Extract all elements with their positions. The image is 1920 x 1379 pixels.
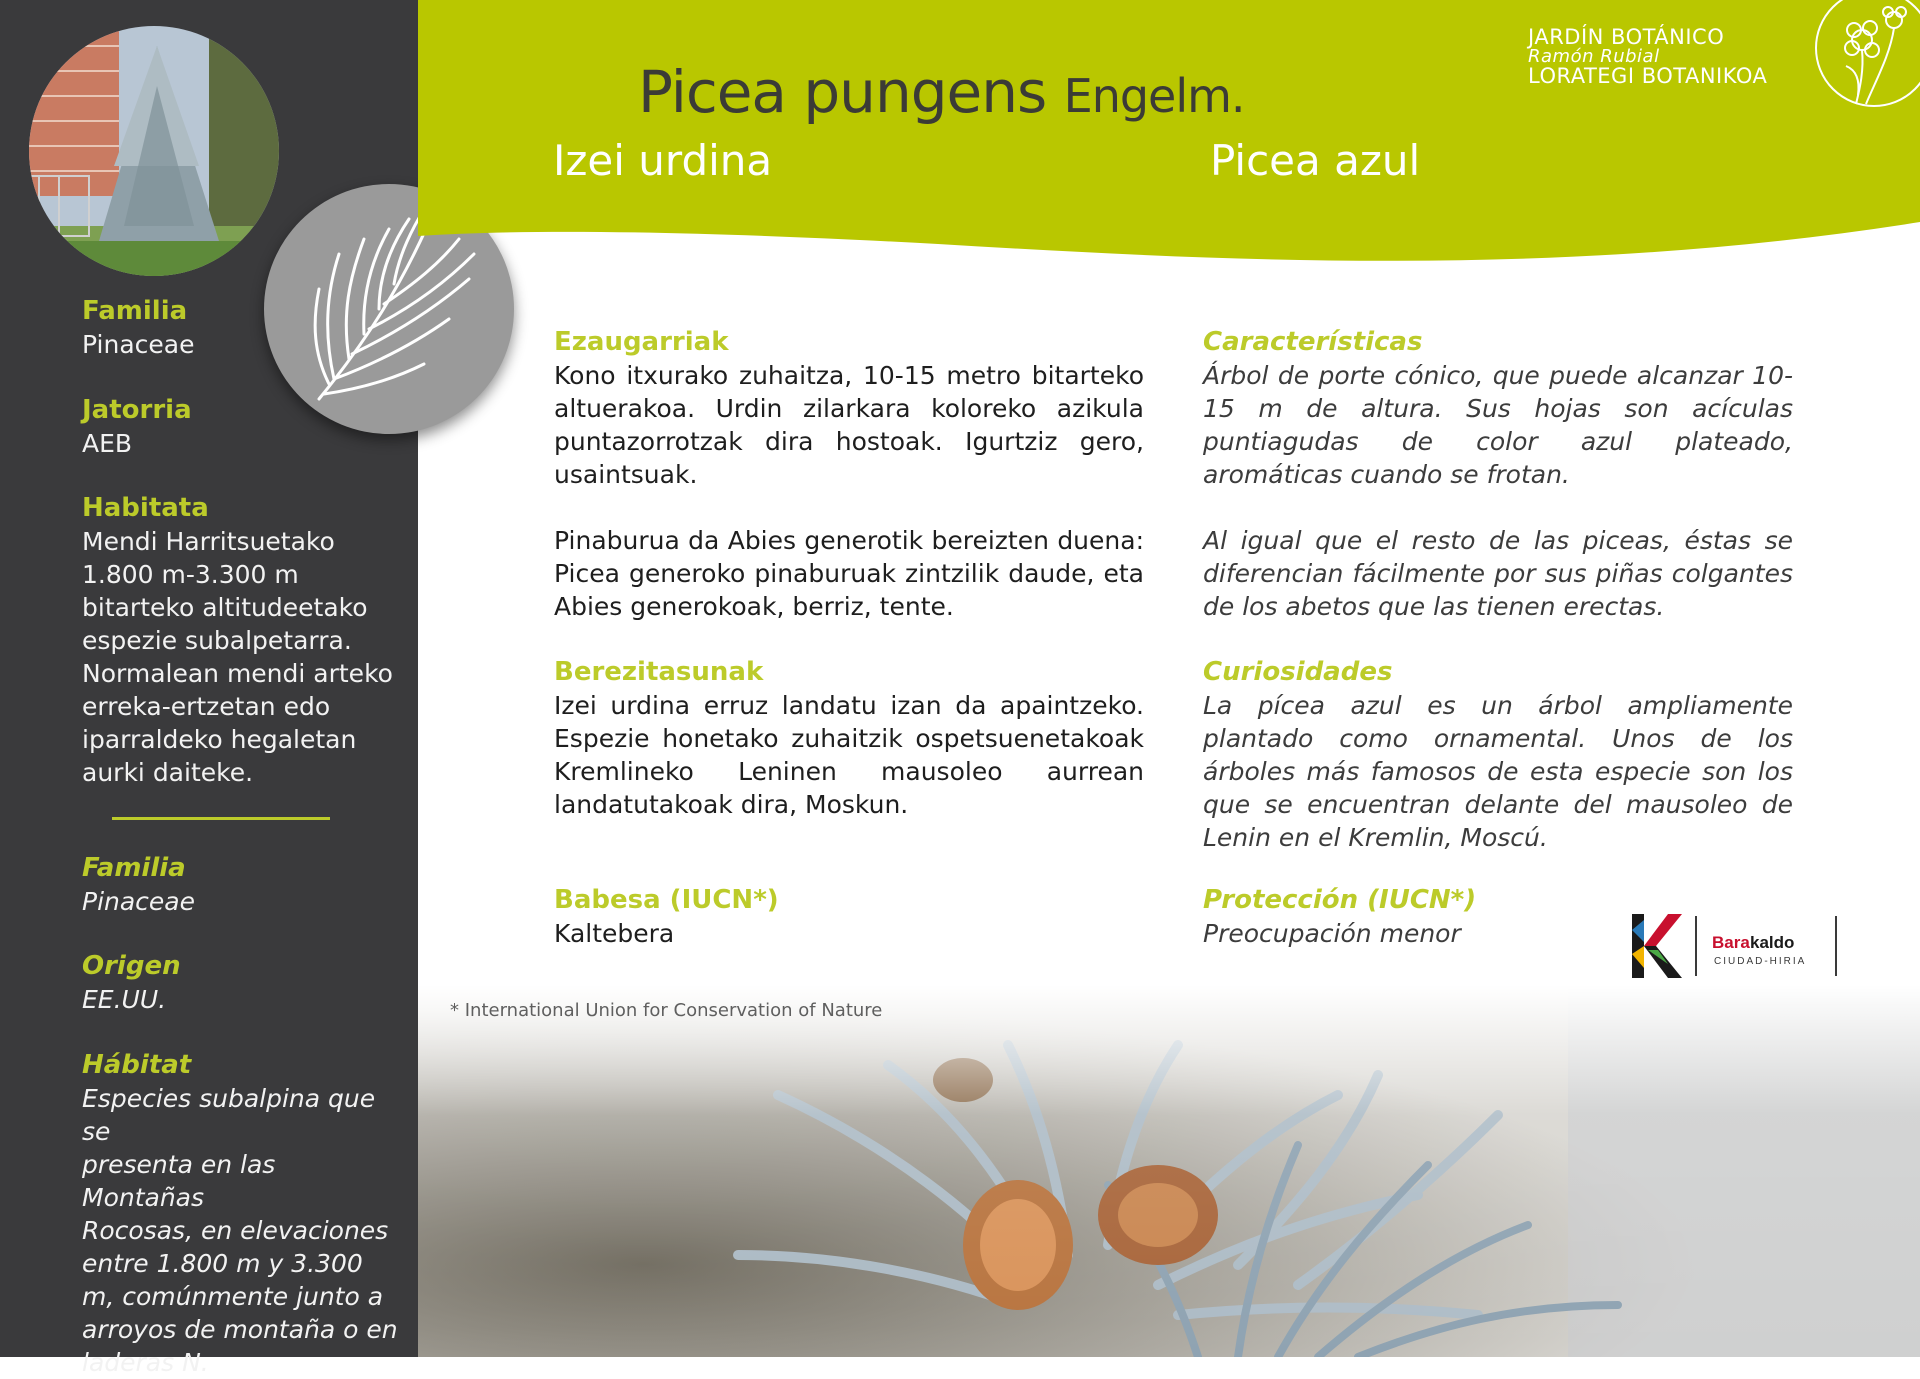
- sidebar-es-habitat: [82, 1049, 402, 1379]
- tree-photo: [29, 26, 279, 276]
- section-title: Ezaugarriak: [554, 327, 729, 357]
- common-name-es: Picea azul: [1210, 136, 1421, 185]
- footnote: * International Union for Conservation of Nature: [450, 1000, 883, 1021]
- sidebar: [0, 0, 418, 1377]
- habitata-line: espezie subalpetarra.: [82, 626, 352, 655]
- section-title: Berezitasunak: [554, 657, 764, 687]
- protection-value: Kaltebera: [554, 919, 675, 948]
- habitata-line: 1.800 m-3.300 m: [82, 560, 299, 589]
- habitat-line: Especies subalpina que se: [82, 1084, 376, 1146]
- habitata-line: iparraldeko hegaletan: [82, 725, 357, 754]
- sidebar-eu-jatorria: [82, 394, 402, 460]
- barakaldo-logo: [1628, 910, 1838, 982]
- protection-value: Preocupación menor: [1203, 919, 1461, 948]
- column-eu: [554, 326, 1144, 821]
- tree-photo-image: [29, 26, 279, 276]
- paragraph: Kono itxurako zuhaitza, 10-15 metro bitarteko altuerakoa. Urdin zilarkara koloreko azikula puntazorrotzak dira hostoak. Igurtziz gero, usaintsuak.: [554, 361, 1144, 489]
- page-title: [638, 58, 1245, 126]
- habitata-line: erreka-ertzetan edo: [82, 692, 331, 721]
- logo-line-1: JARDÍN BOTÁNICO: [1528, 25, 1725, 49]
- habitata-line: aurki daiteke.: [82, 758, 254, 787]
- spacer: [1203, 623, 1793, 656]
- familia-value-es: Pinaceae: [82, 887, 196, 916]
- habitata-line: bitarteko altitudeetako: [82, 593, 368, 622]
- habitat-line: m, comúnmente junto a: [82, 1282, 384, 1311]
- barakaldo-tagline: CIUDAD-HIRIA: [1714, 956, 1807, 967]
- spruce-branch-photo: [418, 985, 1920, 1357]
- jatorria-label: Jatorria: [82, 395, 192, 425]
- paragraph: Al igual que el resto de las piceas, éstas se diferencian fácilmente por sus piñas colgantes de los abetos que las tienen erectas.: [1203, 526, 1793, 621]
- protection-eu: [554, 884, 1144, 950]
- origen-label: Origen: [82, 951, 181, 981]
- spacer: [554, 491, 1144, 524]
- spacer: [1203, 491, 1793, 524]
- paragraph: Pinaburua da Abies generotik bereizten duena: Picea generoko pinaburuak zintzilik daude, eta Abies generokoak, berriz, tente.: [554, 526, 1144, 621]
- spacer: [554, 623, 1144, 656]
- logo-line-3: LORATEGI BOTANIKOA: [1528, 64, 1768, 88]
- habitat-line: entre 1.800 m y 3.300: [82, 1249, 363, 1278]
- habitata-line: Normalean mendi arteko: [82, 659, 393, 688]
- logo-line-2: Ramón Rubial: [1528, 46, 1660, 67]
- habitat-label: Hábitat: [82, 1050, 192, 1080]
- habitat-line: laderas N.: [82, 1348, 209, 1377]
- familia-value: Pinaceae: [82, 330, 195, 359]
- habitat-line: presenta en las Montañas: [82, 1150, 276, 1212]
- species-author: Engelm.: [1063, 69, 1245, 123]
- origen-value: EE.UU.: [82, 985, 167, 1014]
- habitata-line: Mendi Harritsuetako: [82, 527, 335, 556]
- column-es: [1203, 326, 1793, 854]
- section-title: Babesa (IUCN*): [554, 885, 779, 915]
- habitat-line: Rocosas, en elevaciones: [82, 1216, 389, 1245]
- familia-label: Familia: [82, 296, 188, 326]
- species-name: Picea pungens: [638, 58, 1047, 126]
- habitat-line: arroyos de montaña o en: [82, 1315, 398, 1344]
- sidebar-eu-habitata: [82, 492, 402, 789]
- habitata-label: Habitata: [82, 493, 209, 523]
- sidebar-eu-familia: [82, 295, 402, 361]
- sidebar-divider: [112, 817, 330, 820]
- paragraph: Árbol de porte cónico, que puede alcanzar 10-15 m de altura. Sus hojas son acículas puntiagudas de color azul plateado, aromáticas cuando se frotan.: [1203, 361, 1793, 489]
- garden-logo-text: [1528, 26, 1767, 88]
- sidebar-es-familia: [82, 852, 402, 918]
- familia-label-es: Familia: [82, 853, 186, 883]
- section-title: Protección (IUCN*): [1203, 885, 1477, 915]
- barakaldo-name-a: Bara: [1712, 933, 1750, 952]
- section-title: Curiosidades: [1203, 657, 1393, 687]
- barakaldo-name-b: kaldo: [1750, 933, 1795, 952]
- sidebar-es-origen: [82, 950, 402, 1016]
- jatorria-value: AEB: [82, 429, 133, 458]
- paragraph: La pícea azul es un árbol ampliamente plantado como ornamental. Unos de los árboles más famosos de esta especie son los que se encuentran delante del mausoleo de Lenin en el Kremlin, Moscú.: [1203, 691, 1793, 852]
- section-title: Características: [1203, 327, 1423, 357]
- flower-logo-icon: [1806, 0, 1920, 110]
- common-name-eu: Izei urdina: [553, 136, 773, 185]
- paragraph: Izei urdina erruz landatu izan da apaintzeko. Espezie honetako zuhaitzik ospetsuenetakoak Kremlineko Leninen mausoleo aurrean landatutakoak dira, Moskun.: [554, 691, 1144, 819]
